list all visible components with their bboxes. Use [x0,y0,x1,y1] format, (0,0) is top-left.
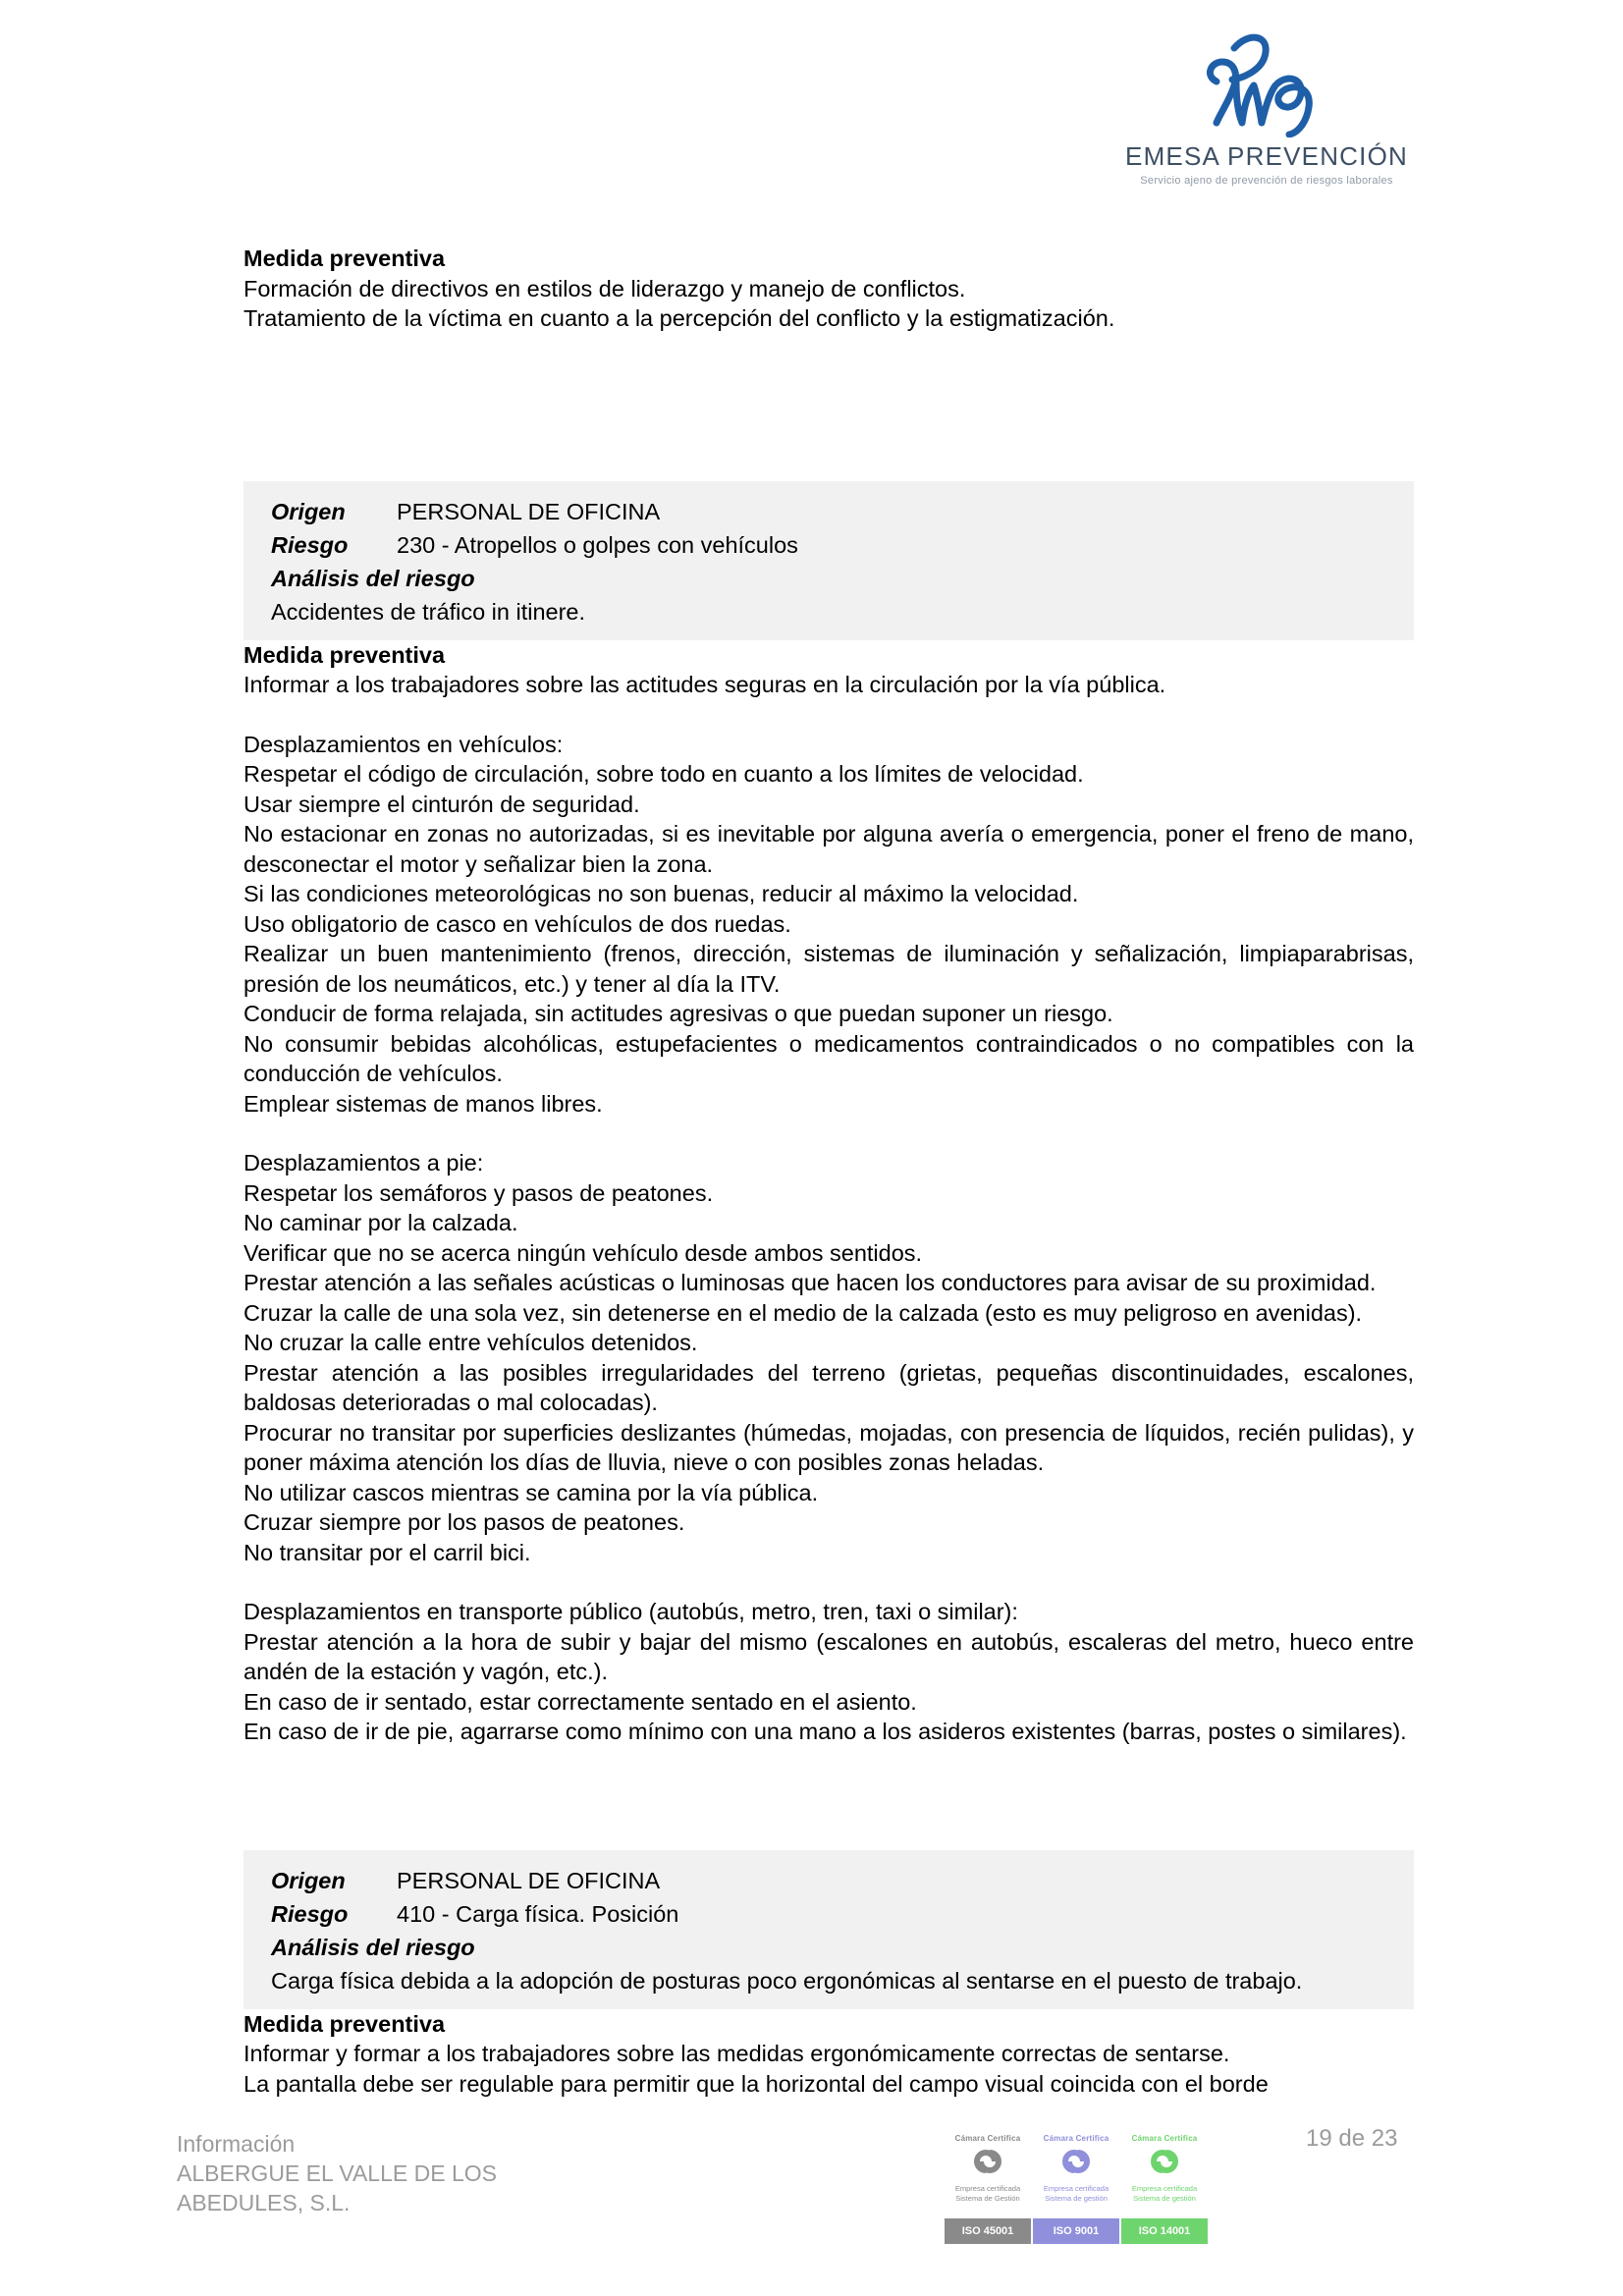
subsection-heading-walking: Desplazamientos a pie: [243,1150,484,1175]
measure-item: No utilizar cascos mientras se camina por la vía pública. [243,1479,819,1505]
cert-subtitle-line: Empresa certificada [1043,2184,1109,2193]
riesgo-value: 410 - Carga física. Posición [397,1900,679,1927]
section-measure-top [243,244,1414,334]
brand-tagline: Servicio ajeno de prevención de riesgos laborales [1140,175,1393,187]
riesgo-label: Riesgo [271,531,349,558]
cert-subtitle-line: Empresa certificada [954,2184,1021,2193]
origen-value: PERSONAL DE OFICINA [397,1867,661,1893]
document-header [0,22,1623,238]
spacer [243,1567,1414,1597]
measure-item: Realizar un buen mantenimiento (frenos, dirección, sistemas de iluminación y señalización, limpiaparabrisas, presión de los neumáticos, etc.) y tener al día la ITV. [243,941,1421,997]
certification-badge-iso45001 [945,2131,1031,2244]
measure-item: En caso de ir sentado, estar correctamente sentado en el asiento. [243,1688,917,1715]
cert-title: Cámara Certifica [954,2134,1021,2143]
chain-link-icon [1138,2147,1191,2181]
riesgo-label: Riesgo [271,1900,349,1927]
measure-item: Respetar el código de circulación, sobre todo en cuanto a los límites de velocidad. [243,761,1084,787]
measure-item: Prestar atención a las posibles irregularidades del terreno (grietas, pequeñas discontinuidades, escalones, baldosas deterioradas o mal colocadas). [243,1359,1421,1415]
riesgo-value: 230 - Atropellos o golpes con vehículos [397,531,798,558]
chain-link-icon [961,2147,1014,2181]
measure-heading: Medida preventiva [243,641,446,668]
emesa-signature-logo-icon [1100,22,1434,139]
spacer [243,700,1414,730]
risk-row-origen [243,1864,1414,1897]
risk-info-box [243,481,1414,640]
measure-line: Informar y formar a los trabajadores sobre las medidas ergonómicamente correctas de sentarse. [243,2041,1230,2066]
page-number: 19 de 23 [1306,2125,1398,2152]
footer-company-line: ABEDULES, S.L. [177,2190,351,2215]
risk-info-box [243,1850,1414,2009]
analisis-text: Accidentes de tráfico in itinere. [271,598,586,625]
measure-heading: Medida preventiva [243,246,446,271]
risk-row-riesgo [243,1897,1414,1931]
subsection-heading-transport: Desplazamientos en transporte público (autobús, metro, tren, taxi o similar): [243,1599,1018,1624]
cert-subtitle-line: Sistema de gestión [1045,2194,1108,2203]
measure-item: Respetar los semáforos y pasos de peatones. [243,1179,714,1206]
analisis-label: Análisis del riesgo [271,565,475,591]
analisis-text: Carga física debida a la adopción de posturas poco ergonómicas al sentarse en el puesto de trabajo. [271,1967,1303,1994]
document-footer [0,2109,1623,2296]
certification-badge-iso9001 [1033,2131,1119,2244]
measure-item: Emplear sistemas de manos libres. [243,1090,603,1117]
measure-item: En caso de ir de pie, agarrarse como mínimo con una mano a los asideros existentes (barras, postes o similares). [243,1719,1407,1744]
measure-item: Si las condiciones meteorológicas no son buenas, reducir al máximo la velocidad. [243,881,1079,906]
section-measures-ergonomics [243,2009,1414,2100]
brand-name: EMESA PREVENCIÓN [1125,141,1408,171]
measure-item: No transitar por el carril bici. [243,1539,531,1565]
measure-item: Prestar atención a la hora de subir y bajar del mismo (escalones en autobús, escaleras del metro, hueco entre andén de la estación y vagón, etc.). [243,1628,1421,1684]
measure-heading: Medida preventiva [243,2010,446,2037]
certification-badge-iso14001 [1121,2131,1208,2244]
measure-item: No cruzar la calle entre vehículos detenidos. [243,1330,698,1355]
origen-label: Origen [271,1867,346,1893]
measure-item: Procurar no transitar por superficies deslizantes (húmedas, mojadas, con presencia de líquidos, recién pulidas), y poner máxima atención los días de lluvia, nieve o con posibles zonas heladas. [243,1419,1421,1475]
measure-item: Prestar atención a las señales acústicas o luminosas que hacen los conductores para avisar de su proximidad. [243,1270,1377,1295]
origen-label: Origen [271,498,346,524]
footer-company-line: ALBERGUE EL VALLE DE LOS [177,2160,497,2186]
company-logo-block [1100,22,1434,187]
cert-standard: ISO 9001 [1033,2218,1119,2244]
footer-company-info [177,2129,638,2217]
risk-row-riesgo [243,528,1414,562]
measure-item: Conducir de forma relajada, sin actitudes agresivas o que puedan suponer un riesgo. [243,1001,1113,1026]
analisis-label: Análisis del riesgo [271,1934,475,1960]
cert-standard: ISO 45001 [945,2218,1031,2244]
measure-item: Cruzar la calle de una sola vez, sin detenerse en el medio de la calzada (esto es muy peligroso en avenidas). [243,1299,1363,1326]
measure-item: Verificar que no se acerca ningún vehículo desde ambos sentidos. [243,1239,923,1266]
measure-item: Uso obligatorio de casco en vehículos de dos ruedas. [243,910,791,937]
cert-title: Cámara Certifica [1131,2134,1198,2143]
origen-value: PERSONAL DE OFICINA [397,498,661,524]
cert-standard: ISO 14001 [1121,2218,1208,2244]
cert-subtitle-line: Sistema de Gestión [955,2194,1020,2203]
measure-line: Formación de directivos en estilos de liderazgo y manejo de conflictos. [243,275,966,301]
spacer [243,1119,1414,1148]
measure-item: No estacionar en zonas no autorizadas, si es inevitable por alguna avería o emergencia, poner el freno de mano, desconectar el motor y señalizar bien la zona. [243,821,1421,877]
cert-subtitle-line: Sistema de gestión [1133,2194,1196,2203]
spacer [243,1747,1414,1850]
measure-item: Cruzar siempre por los pasos de peatones. [243,1509,685,1535]
cert-title: Cámara Certifica [1043,2134,1109,2143]
measure-item: No consumir bebidas alcohólicas, estupefacientes o medicamentos contraindicados o no compatibles con la conducción de vehículos. [243,1030,1421,1086]
footer-info-label: Información [177,2131,296,2157]
certification-badges [945,2131,1208,2244]
measure-item: No caminar por la calzada. [243,1210,518,1235]
subsection-heading-vehicles: Desplazamientos en vehículos: [243,731,564,757]
spacer [243,334,1414,481]
section-measures-traffic [243,640,1421,1747]
measure-item: Usar siempre el cinturón de seguridad. [243,791,640,817]
measure-line: Tratamiento de la víctima en cuanto a la percepción del conflicto y la estigmatización. [243,305,1115,331]
risk-row-origen [243,495,1414,528]
cert-subtitle-line: Empresa certificada [1131,2184,1198,2193]
measure-line: La pantalla debe ser regulable para permitir que la horizontal del campo visual coincida con el borde [243,2070,1269,2097]
chain-link-icon [1050,2147,1103,2181]
measure-intro: Informar a los trabajadores sobre las actitudes seguras en la circulación por la vía pública. [243,672,1166,697]
document-content [243,244,1421,2099]
